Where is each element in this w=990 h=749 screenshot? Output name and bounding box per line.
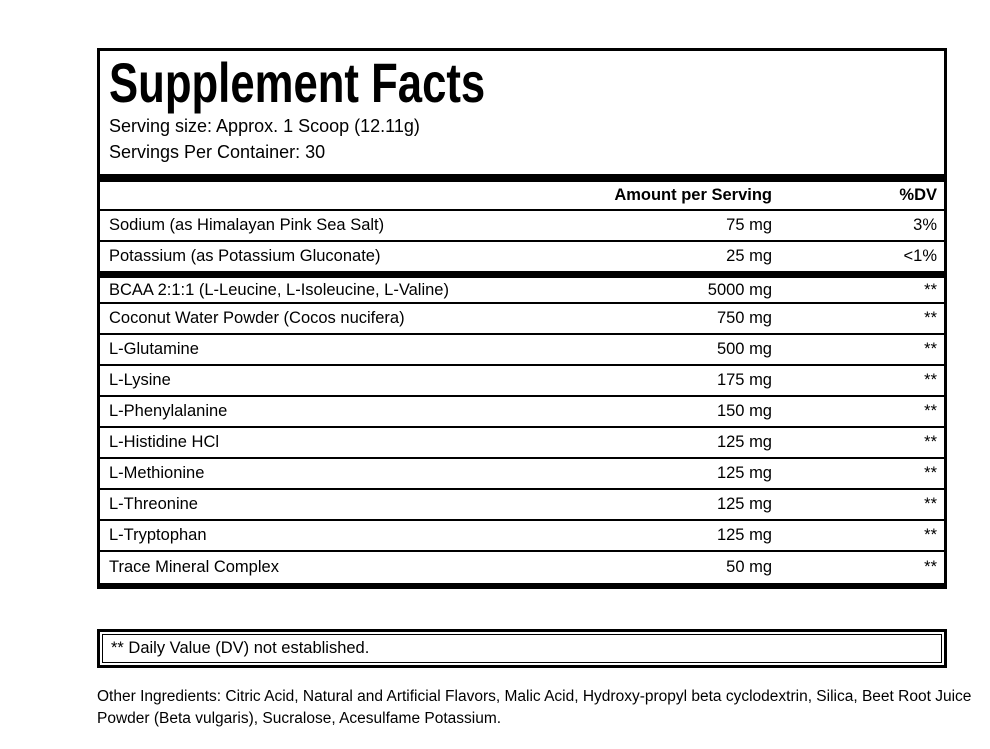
table-row bbox=[100, 428, 944, 459]
ingredient-amount: 125 mg bbox=[716, 433, 772, 451]
section-divider-bar bbox=[100, 174, 944, 182]
ingredient-dv: ** bbox=[924, 280, 937, 299]
ingredient-amount: 5000 mg bbox=[707, 280, 772, 299]
table-row bbox=[100, 242, 944, 273]
ingredient-name: L-Lysine bbox=[109, 371, 171, 389]
ingredient-name: L-Methionine bbox=[109, 464, 205, 482]
table-row bbox=[100, 552, 944, 583]
ingredient-dv: ** bbox=[924, 558, 937, 576]
table-row bbox=[100, 490, 944, 521]
ingredient-amount: 50 mg bbox=[726, 558, 772, 576]
ingredient-name: L-Glutamine bbox=[109, 340, 199, 358]
ingredient-dv: ** bbox=[924, 402, 937, 420]
ingredient-amount: 125 mg bbox=[716, 464, 772, 482]
ingredient-dv: ** bbox=[924, 495, 937, 513]
ingredient-name: Sodium (as Himalayan Pink Sea Salt) bbox=[109, 216, 385, 234]
servings-per-container: Servings Per Container: 30 bbox=[109, 142, 326, 162]
ingredient-amount: 125 mg bbox=[716, 526, 772, 544]
ingredient-dv: 3% bbox=[913, 216, 937, 234]
table-row bbox=[100, 521, 944, 552]
ingredient-dv: <1% bbox=[903, 247, 937, 265]
ingredient-amount: 75 mg bbox=[726, 216, 772, 234]
table-row bbox=[100, 211, 944, 242]
table-row bbox=[100, 304, 944, 335]
table-row bbox=[100, 273, 944, 304]
ingredient-amount: 150 mg bbox=[716, 402, 772, 420]
ingredient-name: Potassium (as Potassium Gluconate) bbox=[109, 247, 381, 265]
table-row bbox=[100, 335, 944, 366]
footnote-inner-border bbox=[102, 634, 942, 663]
ingredient-amount: 25 mg bbox=[726, 247, 772, 265]
ingredient-name: Trace Mineral Complex bbox=[109, 558, 279, 576]
ingredient-name: L-Threonine bbox=[109, 495, 198, 513]
serving-size: Serving size: Approx. 1 Scoop (12.11g) bbox=[109, 116, 420, 136]
panel-header bbox=[100, 51, 944, 174]
ingredient-name: L-Phenylalanine bbox=[109, 402, 228, 420]
ingredient-rows bbox=[100, 211, 944, 583]
ingredient-dv: ** bbox=[924, 309, 937, 327]
ingredient-amount: 125 mg bbox=[716, 495, 772, 513]
ingredient-dv: ** bbox=[924, 433, 937, 451]
ingredient-dv: ** bbox=[924, 371, 937, 389]
panel-title: Supplement Facts bbox=[109, 51, 486, 114]
ingredient-name: L-Histidine HCl bbox=[109, 433, 220, 451]
ingredient-dv: ** bbox=[924, 340, 937, 358]
ingredient-name: BCAA 2:1:1 (L-Leucine, L-Isoleucine, L-Valine) bbox=[109, 280, 449, 299]
table-row bbox=[100, 366, 944, 397]
other-ingredients-text: Other Ingredients: Citric Acid, Natural and Artificial Flavors, Malic Acid, Hydroxy-propyl beta cyclodextrin, Silica, Beet Root Juice Powder (Beta vulgaris), Sucralose, Acesulfame Potassium. bbox=[97, 688, 972, 727]
ingredient-amount: 750 mg bbox=[716, 309, 772, 327]
column-header-amount: Amount per Serving bbox=[614, 186, 772, 204]
ingredient-name: L-Tryptophan bbox=[109, 526, 207, 544]
ingredient-dv: ** bbox=[924, 464, 937, 482]
ingredient-amount: 500 mg bbox=[716, 340, 772, 358]
column-header-dv: %DV bbox=[899, 186, 937, 204]
ingredient-dv: ** bbox=[924, 526, 937, 544]
table-row bbox=[100, 397, 944, 428]
ingredient-name: Coconut Water Powder (Cocos nucifera) bbox=[109, 309, 405, 327]
footnote-box bbox=[97, 629, 947, 668]
ingredient-amount: 175 mg bbox=[716, 371, 772, 389]
footnote-text: ** Daily Value (DV) not established. bbox=[111, 639, 370, 657]
table-header-row bbox=[100, 182, 944, 211]
supplement-facts-panel bbox=[97, 48, 947, 589]
table-row bbox=[100, 459, 944, 490]
